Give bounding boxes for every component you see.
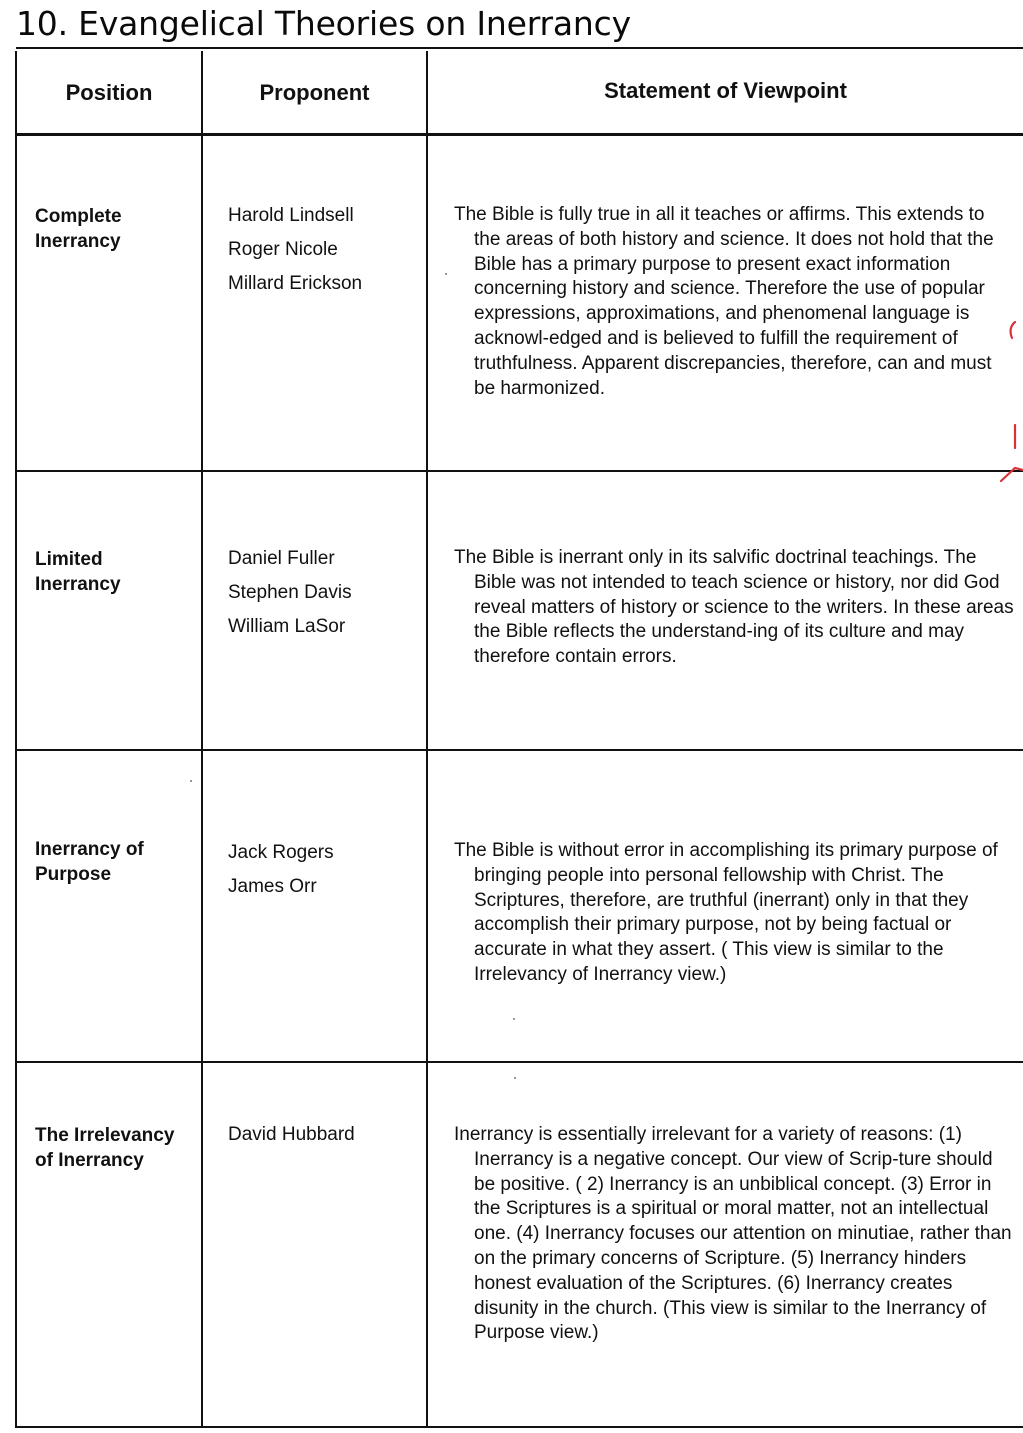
red-pen-annotation-mark [993, 300, 1023, 500]
row-3-proponents [228, 836, 424, 904]
header-position: Position [65, 80, 153, 105]
proponent-name: Stephen Davis [228, 582, 352, 603]
header-rule [15, 133, 1023, 136]
row-divider-3 [15, 1061, 1023, 1063]
row-2-position: Limited Inerrancy [35, 549, 121, 595]
proponent-name: William LaSor [228, 616, 346, 637]
scan-speck [513, 1018, 515, 1020]
scan-speck [514, 1077, 516, 1079]
row-1-statement: The Bible is fully true in all it teaches or affirms. This extends to the areas of both history and science. It does not hold that the Bible has a primary purpose to present exact information concerning history and science. Therefore the use of popular expressions, approximations, and phenomenal language is acknowl-edged and is believed to fulfill the requirement of truthfulness. Apparent discrepancies, therefore, can and must be harmonized. [454, 204, 994, 399]
row-4-proponents [228, 1118, 424, 1152]
proponent-name: David Hubbard [228, 1124, 355, 1145]
proponent-name: Daniel Fuller [228, 548, 335, 569]
red-pen-stroke-c [1011, 322, 1015, 338]
title-underline [16, 47, 1023, 49]
row-4-position: The Irrelevancy of Inerrancy [35, 1125, 175, 1171]
proponent-name: Jack Rogers [228, 842, 334, 863]
proponent-name: Millard Erickson [228, 273, 363, 294]
row-1-proponents [228, 199, 424, 301]
row-divider-1 [15, 470, 1023, 472]
red-pen-stroke-line [1001, 468, 1023, 481]
column-divider-2 [426, 51, 428, 1428]
header-proponent: Proponent [259, 80, 370, 105]
row-2-statement: The Bible is inerrant only in its salvific doctrinal teachings. The Bible was not intended to teach science or history, nor did God reveal matters of history or science to the writers. In these areas the Bible reflects the understand-ing of its culture and may therefore contain errors. [454, 547, 1014, 668]
row-1-position: Complete Inerrancy [35, 206, 122, 252]
row-3-statement: The Bible is without error in accomplishing its primary purpose of bringing people into personal fellowship with Christ. The Scriptures, therefore, are truthful (inerrant) only in that they accomplish their primary purpose, not by being factual or accurate in what they assert. ( This view is similar to the Irrelevancy of Inerrancy view.) [454, 840, 998, 985]
proponent-name: James Orr [228, 876, 317, 897]
row-divider-2 [15, 749, 1023, 751]
scan-speck [190, 780, 192, 782]
proponent-name: Harold Lindsell [228, 205, 354, 226]
row-4-statement: Inerrancy is essentially irrelevant for a variety of reasons: (1) Inerrancy is a negative concept. Our view of Scrip-ture should be positive. ( 2) Inerrancy is an unbiblical concept. (3) Error in the Scriptures is a spiritual or moral matter, not an intellectual one. (4) Inerrancy focuses our attention on minutiae, rather than on the primary concerns of Scripture. (5) Inerrancy hinders honest evaluation of the Scriptures. (6) Inerrancy creates disunity in the church. (This view is similar to the Inerrancy of Purpose view.) [454, 1124, 1012, 1344]
scan-speck [445, 273, 447, 275]
header-statement: Statement of Viewpoint [604, 78, 847, 103]
page-title: 10. Evangelical Theories on Inerrancy [16, 4, 631, 43]
row-2-proponents [228, 542, 424, 644]
column-divider-1 [201, 51, 203, 1428]
proponent-name: Roger Nicole [228, 239, 338, 260]
row-3-position: Inerrancy of Purpose [35, 839, 144, 885]
